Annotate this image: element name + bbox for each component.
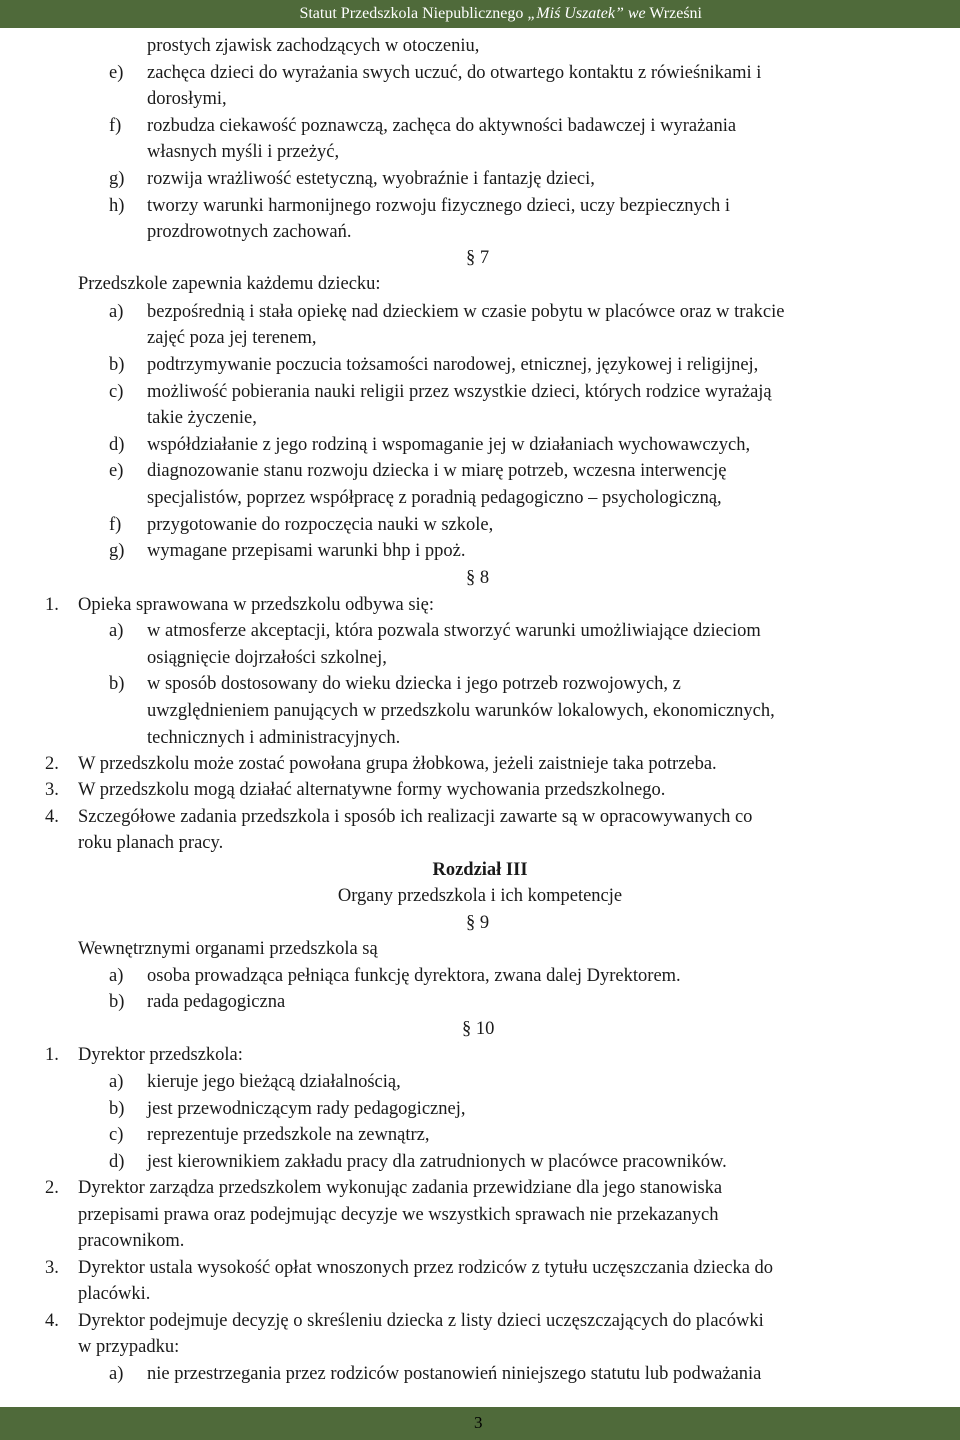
list-item-text: takie życzenie, bbox=[147, 408, 257, 428]
list-item-text: prozdrowotnych zachowań. bbox=[147, 222, 352, 242]
list-marker: a) bbox=[109, 621, 124, 641]
list-item-text: dorosłymi, bbox=[147, 89, 227, 109]
paragraph-number: 4. bbox=[45, 807, 59, 827]
list-item-text: osoba prowadząca pełniąca funkcję dyrektora, zwana dalej Dyrektorem. bbox=[147, 966, 681, 986]
list-item-text: w sposób dostosowany do wieku dziecka i jego potrzeb rozwojowych, z bbox=[147, 674, 681, 694]
list-marker: d) bbox=[109, 1152, 125, 1172]
section-heading: § 7 bbox=[466, 248, 490, 268]
section-heading: § 10 bbox=[462, 1019, 495, 1039]
list-marker: a) bbox=[109, 302, 124, 322]
list-item-text: kieruje jego bieżącą działalnością, bbox=[147, 1072, 401, 1092]
paragraph-text: W przedszkolu może zostać powołana grupa żłobkowa, jeżeli zaistnieje taka potrzeba. bbox=[78, 754, 717, 774]
page-number: 3 bbox=[474, 1413, 483, 1432]
list-item-text: jest kierownikiem zakładu pracy dla zatrudnionych w placówce pracowników. bbox=[147, 1152, 727, 1172]
list-item-text: prostych zjawisk zachodzących w otoczeniu, bbox=[147, 36, 480, 56]
list-marker: f) bbox=[109, 116, 122, 136]
list-marker: e) bbox=[109, 461, 124, 481]
paragraph-text: Dyrektor podejmuje decyzję o skreśleniu dziecka z listy dzieci uczęszczających do placówki bbox=[78, 1311, 764, 1331]
paragraph-number: 1. bbox=[45, 595, 59, 615]
paragraph-number: 3. bbox=[45, 780, 59, 800]
list-item-text: rozwija wrażliwość estetyczną, wyobraźnie i fantazję dzieci, bbox=[147, 169, 595, 189]
paragraph-number: 1. bbox=[45, 1045, 59, 1065]
list-marker: e) bbox=[109, 63, 124, 83]
paragraph-number: 4. bbox=[45, 1311, 59, 1331]
list-item-text: zachęca dzieci do wyrażania swych uczuć, do otwartego kontaktu z rówieśnikami i bbox=[147, 63, 762, 83]
paragraph-text: Dyrektor przedszkola: bbox=[78, 1045, 243, 1065]
paragraph-text: W przedszkolu mogą działać alternatywne formy wychowania przedszkolnego. bbox=[78, 780, 666, 800]
section-intro: Przedszkole zapewnia każdemu dziecku: bbox=[78, 274, 381, 294]
paragraph-text: w przypadku: bbox=[78, 1337, 180, 1357]
list-item-text: bezpośrednią i stała opiekę nad dzieckiem w czasie pobytu w placówce oraz w trakcie bbox=[147, 302, 785, 322]
list-item-text: możliwość pobierania nauki religii przez wszystkie dzieci, których rodzice wyrażają bbox=[147, 382, 772, 402]
paragraph-text: Dyrektor zarządza przedszkolem wykonując zadania przewidziane dla jego stanowiska bbox=[78, 1178, 723, 1198]
paragraph-number: 2. bbox=[45, 754, 59, 774]
list-marker: b) bbox=[109, 1099, 125, 1119]
chapter-subtitle: Organy przedszkola i ich kompetencje bbox=[337, 886, 623, 906]
paragraph-text: Dyrektor ustala wysokość opłat wnoszonych przez rodziców z tytułu uczęszczania dziecka do bbox=[78, 1258, 774, 1278]
paragraph-text: Opieka sprawowana w przedszkolu odbywa się: bbox=[78, 595, 435, 615]
list-marker: b) bbox=[109, 355, 125, 375]
list-item-text: reprezentuje przedszkole na zewnątrz, bbox=[147, 1125, 430, 1145]
list-item-text: nie przestrzegania przez rodziców postanowień niniejszego statutu lub podważania bbox=[147, 1364, 762, 1384]
list-marker: b) bbox=[109, 674, 125, 694]
list-item-text: podtrzymywanie poczucia tożsamości narodowej, etnicznej, językowej i religijnej, bbox=[147, 355, 759, 375]
list-item-text: tworzy warunki harmonijnego rozwoju fizycznego dzieci, uczy bezpiecznych i bbox=[147, 196, 731, 216]
paragraph-text: pracownikom. bbox=[78, 1231, 185, 1251]
list-item-text: współdziałanie z jego rodziną i wspomaganie jej w działaniach wychowawczych, bbox=[147, 435, 751, 455]
list-item-text: jest przewodniczącym rady pedagogicznej, bbox=[147, 1099, 466, 1119]
list-item-text: specjalistów, poprzez współpracę z poradnią pedagogiczno – psychologiczną, bbox=[147, 488, 722, 508]
paragraph-text: placówki. bbox=[78, 1284, 151, 1304]
page-header bbox=[0, 0, 960, 28]
list-marker: a) bbox=[109, 966, 124, 986]
paragraph-text: roku planach pracy. bbox=[78, 833, 224, 853]
paragraph-number: 3. bbox=[45, 1258, 59, 1278]
list-marker: g) bbox=[109, 169, 125, 189]
list-marker: c) bbox=[109, 1125, 124, 1145]
page-footer bbox=[0, 1407, 960, 1440]
section-heading: § 9 bbox=[466, 913, 490, 933]
list-item-text: własnych myśli i przeżyć, bbox=[147, 142, 340, 162]
paragraph-text: Szczegółowe zadania przedszkola i sposób ich realizacji zawarte są w opracowywanych co bbox=[78, 807, 753, 827]
chapter-title: Rozdział III bbox=[432, 860, 528, 880]
list-marker: d) bbox=[109, 435, 125, 455]
list-item-text: przygotowanie do rozpoczęcia nauki w szkole, bbox=[147, 515, 494, 535]
paragraph-number: 2. bbox=[45, 1178, 59, 1198]
list-item-text: uwzględnieniem panujących w przedszkolu warunków lokalowych, ekonomicznych, bbox=[147, 701, 775, 721]
list-item-text: wymagane przepisami warunki bhp i ppoż. bbox=[147, 541, 466, 561]
paragraph-text: przepisami prawa oraz podejmując decyzje we wszystkich sprawach nie przekazanych bbox=[78, 1205, 719, 1225]
list-item-text: w atmosferze akceptacji, która pozwala stworzyć warunki umożliwiające dzieciom bbox=[147, 621, 761, 641]
list-item-text: osiągnięcie dojrzałości szkolnej, bbox=[147, 648, 387, 668]
list-item-text: rozbudza ciekawość poznawczą, zachęca do aktywności badawczej i wyrażania bbox=[147, 116, 737, 136]
list-marker: b) bbox=[109, 992, 125, 1012]
list-marker: f) bbox=[109, 515, 122, 535]
list-marker: a) bbox=[109, 1364, 124, 1384]
section-heading: § 8 bbox=[466, 568, 490, 588]
section-intro: Wewnętrznymi organami przedszkola są bbox=[78, 939, 378, 959]
header-title: Statut Przedszkola Niepublicznego „Miś Uszatek” we Wrześni bbox=[299, 5, 702, 22]
list-marker: c) bbox=[109, 382, 124, 402]
list-item-text: diagnozowanie stanu rozwoju dziecka i w miarę potrzeb, wczesna interwencję bbox=[147, 461, 727, 481]
list-item-text: zajęć poza jej terenem, bbox=[147, 328, 317, 348]
list-marker: a) bbox=[109, 1072, 124, 1092]
list-item-text: technicznych i administracyjnych. bbox=[147, 728, 401, 748]
list-item-text: rada pedagogiczna bbox=[147, 992, 286, 1012]
list-marker: h) bbox=[109, 196, 125, 216]
list-marker: g) bbox=[109, 541, 125, 561]
